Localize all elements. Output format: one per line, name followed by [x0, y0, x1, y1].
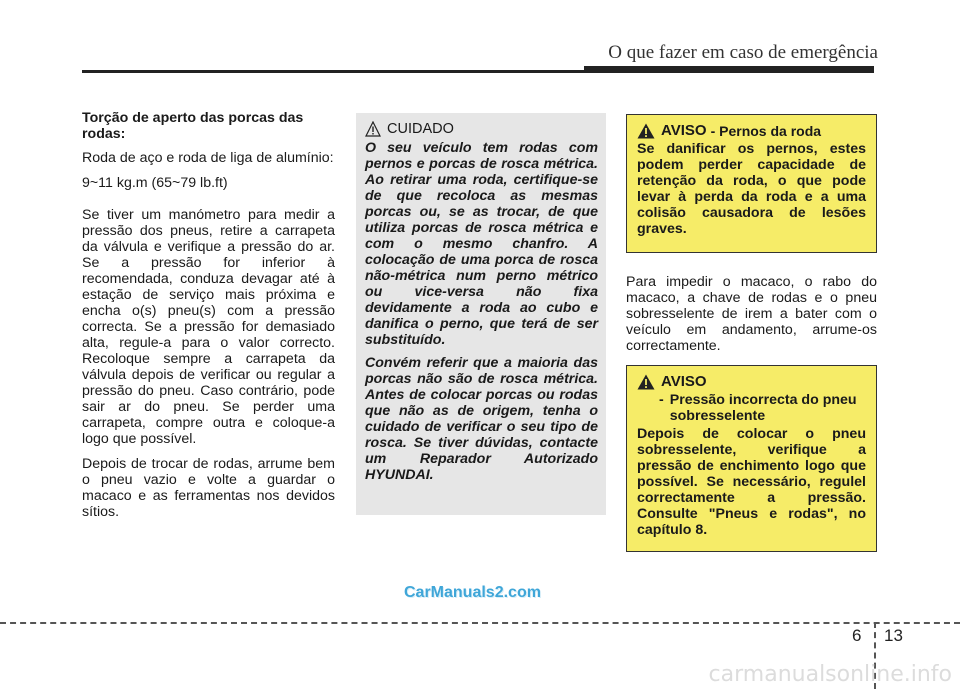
site-watermark: carmanualsonline.info	[708, 662, 952, 687]
page-number: 13	[884, 626, 903, 645]
stow-paragraph: Para impedir o macaco, o rabo do macaco, a chave de rodas e o pneu sobresselente de irem a bater com o veículo em andamento, arrume-os correctamente.	[626, 274, 877, 354]
header-rule-accent	[584, 66, 874, 73]
pressure-paragraph: Se tiver um manómetro para medir a pressão dos pneus, retire a carrapeta da válvula e verifique a pressão do ar. Se a pressão for inferior à recomendada, conduza devagar até à estação de serviço mais próxima e encha o(s) pneu(s) com a pressão correcta. Se a pressão for demasiado alta, regule-a para o valor correcto. Recoloque sempre a carrapeta da válvula depois de verificar ou regular a pressão do pneu. Caso contrário, pode sair ar do pneu. Se perder uma carrapeta, compre outra e coloque-a logo que possível.	[82, 207, 335, 447]
warning-text: Depois de colocar o pneu sobresselente, verifique a pressão de enchimento logo que possível. Se necessário, regulel correctamente a pressão. Consulte "Pneus e rodas", no capítulo 8.	[637, 426, 866, 538]
footer-rule	[0, 622, 960, 624]
warning-text: Se danificar os pernos, estes podem perder capacidade de retenção da roda, o que pode levar à perda da roda e a uma colisão causadora de lesões graves.	[637, 141, 866, 237]
warning-header	[637, 374, 866, 390]
warning-item-dash: -	[659, 392, 664, 408]
caution-title: CUIDADO	[387, 121, 454, 137]
warning-item-text: Pressão incorrecta do pneu sobresselente	[669, 392, 857, 424]
warning-header	[637, 123, 866, 139]
caution-paragraph-1: O seu veículo tem rodas com pernos e porcas de rosca métrica. Ao retirar uma roda, certifique-se de que recoloca as mesmas porcas ou, se as trocar, de que utiliza porcas de rosca métrica e com o mesmo chanfro. A colocação de uma porca de rosca não-métrica num perno métrico ou vice-versa não fixa devidamente a roda ao cubo e danifica o perno, que terá de ser substituído.	[365, 140, 598, 348]
warning-label: AVISO	[661, 373, 707, 390]
caution-header	[365, 121, 598, 137]
storage-paragraph: Depois de trocar de rodas, arrume bem o pneu vazio e volte a guardar o macaco e as ferramentas nos devidos sítios.	[82, 456, 335, 520]
wheel-types: Roda de aço e roda de liga de alumínio:	[82, 150, 334, 166]
caution-triangle-icon	[365, 121, 381, 137]
torque-heading: Torção de aperto das porcas das rodas:	[82, 110, 304, 142]
warning-box-spare-pressure	[626, 365, 877, 552]
right-column	[626, 274, 877, 363]
torque-value: 9~11 kg.m (65~79 lb.ft)	[82, 175, 228, 191]
caution-box	[356, 113, 606, 515]
warning-label: AVISO	[661, 122, 707, 139]
caution-paragraph-2: Convém referir que a maioria das porcas não são de rosca métrica. Antes de colocar porcas ou rodas que não as de origem, tenha o cuidado de verificar o seu tipo de rosca. Se tiver dúvidas, contacte um Reparador Autorizado HYUNDAI.	[365, 355, 598, 483]
warning-item	[659, 392, 866, 424]
warning-triangle-icon	[637, 123, 655, 139]
page-header-title: O que fazer em caso de emergência	[608, 42, 878, 63]
watermark-logo: CarManuals2.com	[404, 584, 541, 601]
chapter-number: 6	[852, 626, 862, 645]
warning-subtitle: - Pernos da roda	[710, 123, 822, 139]
warning-triangle-icon	[637, 374, 655, 390]
left-column	[82, 110, 335, 529]
warning-box-wheel-bolts	[626, 114, 877, 253]
